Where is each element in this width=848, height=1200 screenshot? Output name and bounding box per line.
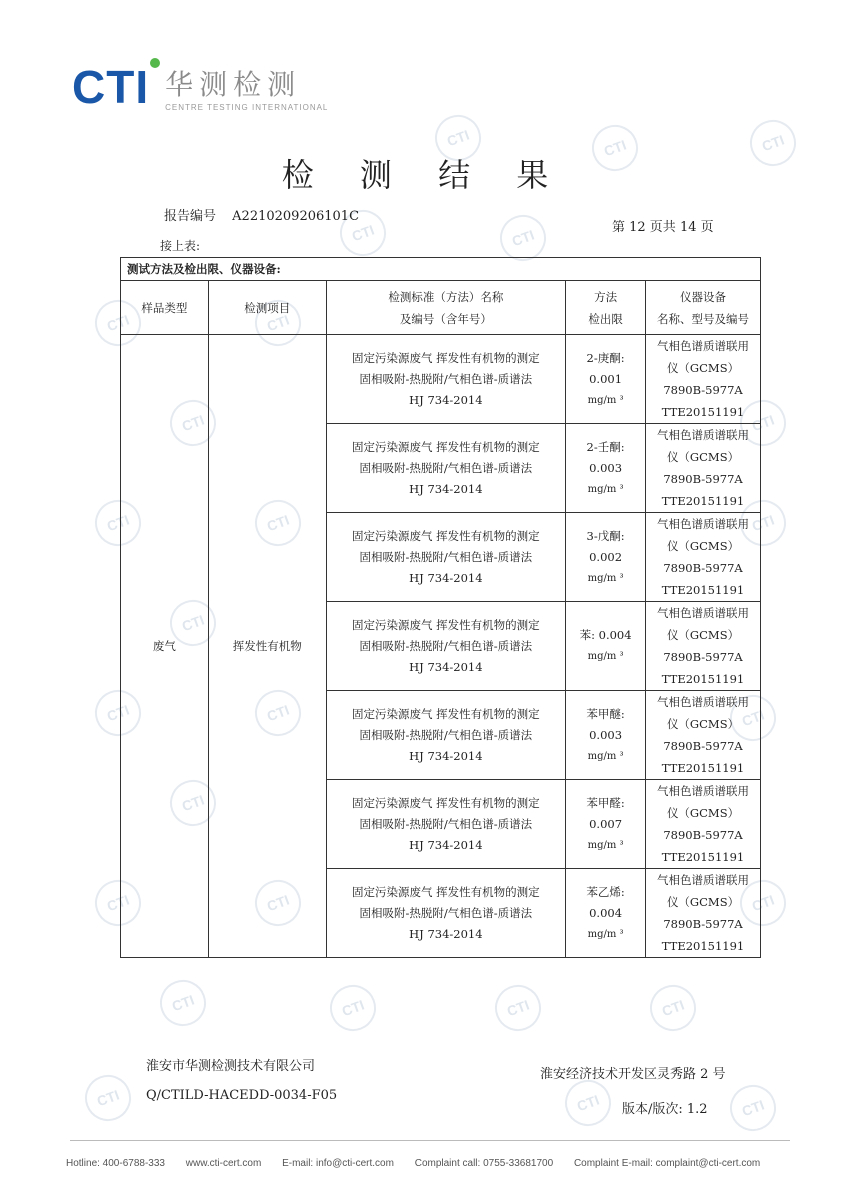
limit-compound: 2-庚酮: — [586, 350, 625, 365]
limit-compound: 3-戊酮: — [586, 528, 625, 543]
item-cell: 挥发性有机物 — [208, 335, 326, 958]
limit-cell — [566, 513, 646, 602]
limit-compound: 苯甲醚: — [586, 706, 625, 721]
standard-line: 固相吸附-热脱附/气相色谱-质谱法 — [359, 371, 533, 386]
standard-cell — [326, 691, 566, 780]
watermark-stamp: CTI — [154, 974, 213, 1033]
instrument-cell — [646, 780, 761, 869]
limit-unit: mg/m ³ — [587, 572, 624, 584]
limit-unit: mg/m ³ — [587, 483, 624, 495]
instrument-cell — [646, 691, 761, 780]
instrument-cell — [646, 335, 761, 424]
standard-code: HJ 734-2014 — [409, 659, 483, 674]
instrument-cell — [646, 513, 761, 602]
limit-value: 0.004 — [589, 905, 623, 920]
instrument-cell — [646, 424, 761, 513]
standard-code: HJ 734-2014 — [409, 570, 483, 585]
watermark-stamp: CTI — [89, 494, 148, 553]
standard-cell — [326, 335, 566, 424]
instrument-model: 7890B-5977A — [663, 472, 743, 486]
watermark-stamp: CTI — [79, 1069, 138, 1128]
instrument-cell — [646, 869, 761, 958]
logo-cn-name: 华测检测 — [165, 67, 302, 101]
header-instrument-line1: 仪器设备 — [680, 289, 727, 304]
watermark-stamp: CTI — [644, 979, 703, 1038]
watermark-stamp: CTI — [586, 119, 645, 178]
logo-dot-icon — [150, 58, 160, 68]
standard-line: 固相吸附-热脱附/气相色谱-质谱法 — [359, 727, 533, 742]
report-number — [164, 205, 359, 224]
section-title: 测试方法及检出限、仪器设备: — [121, 258, 761, 281]
instrument-name: 仪（GCMS） — [666, 539, 740, 553]
limit-cell — [566, 691, 646, 780]
limit-unit: mg/m ³ — [587, 839, 624, 851]
standard-line: 固定污染源废气 挥发性有机物的测定 — [352, 350, 540, 365]
limit-cell — [566, 335, 646, 424]
company-logo — [72, 60, 328, 114]
instrument-name: 仪（GCMS） — [666, 717, 740, 731]
limit-compound: 2-壬酮: — [586, 439, 625, 454]
watermark-stamp: CTI — [429, 109, 488, 168]
header-item: 检测项目 — [208, 281, 326, 335]
footer-web: www.cti-cert.com — [185, 1158, 262, 1169]
standard-line: 固相吸附-热脱附/气相色谱-质谱法 — [359, 816, 533, 831]
header-instrument — [646, 281, 761, 335]
watermark-stamp: CTI — [164, 774, 223, 833]
watermark-stamp: CTI — [734, 494, 793, 553]
standard-code: HJ 734-2014 — [409, 481, 483, 496]
standard-cell — [326, 602, 566, 691]
standard-line: 固相吸附-热脱附/气相色谱-质谱法 — [359, 549, 533, 564]
limit-compound: 苯: 0.004 — [579, 628, 632, 642]
instrument-name: 气相色谱质谱联用 — [657, 339, 750, 353]
instrument-name: 仪（GCMS） — [666, 450, 740, 464]
watermark-stamp: CTI — [89, 874, 148, 933]
logo-text — [165, 63, 328, 112]
standard-cell — [326, 869, 566, 958]
table-header-row — [121, 281, 761, 335]
limit-cell — [566, 869, 646, 958]
limit-value: 0.003 — [589, 727, 623, 742]
instrument-name: 气相色谱质谱联用 — [657, 606, 750, 620]
footer-divider — [70, 1140, 790, 1141]
sample-type-cell: 废气 — [121, 335, 209, 958]
company-address: 淮安经济技术开发区灵秀路 2 号 — [540, 1067, 726, 1082]
footer-complaint-email: Complaint E-mail: complaint@cti-cert.com — [573, 1158, 761, 1169]
standard-code: HJ 734-2014 — [409, 926, 483, 941]
limit-value: 0.003 — [589, 460, 623, 475]
report-number-value: A2210209206101C — [232, 209, 360, 224]
instrument-cell — [646, 602, 761, 691]
table-row — [121, 335, 761, 424]
page-title: 检 测 结 果 — [281, 156, 567, 194]
watermark-stamp: CTI — [249, 294, 308, 353]
watermark-stamp: CTI — [89, 684, 148, 743]
instrument-id: TTE20151191 — [661, 494, 745, 508]
standard-code: HJ 734-2014 — [409, 392, 483, 407]
standard-cell — [326, 780, 566, 869]
watermark-stamp: CTI — [164, 594, 223, 653]
page-number: 第 12 页共 14 页 — [612, 220, 714, 235]
watermark-stamp: CTI — [89, 294, 148, 353]
header-instrument-line2: 名称、型号及编号 — [657, 311, 750, 326]
limit-value: 0.007 — [589, 816, 623, 831]
instrument-id: TTE20151191 — [661, 405, 745, 419]
watermark-stamp: CTI — [249, 874, 308, 933]
standard-line: 固定污染源废气 挥发性有机物的测定 — [352, 439, 540, 454]
limit-value: 0.001 — [589, 371, 623, 386]
instrument-name: 气相色谱质谱联用 — [657, 695, 750, 709]
watermark-stamp: CTI — [724, 689, 783, 748]
report-number-label: 报告编号 — [164, 209, 217, 224]
watermark-stamp: CTI — [249, 684, 308, 743]
standard-line: 固定污染源废气 挥发性有机物的测定 — [352, 706, 540, 721]
standard-line: 固定污染源废气 挥发性有机物的测定 — [352, 617, 540, 632]
header-limit — [566, 281, 646, 335]
continued-label: 接上表: — [160, 239, 201, 253]
instrument-name: 气相色谱质谱联用 — [657, 517, 750, 531]
instrument-model: 7890B-5977A — [663, 739, 743, 753]
watermark-stamp: CTI — [734, 874, 793, 933]
header-limit-line2: 检出限 — [588, 311, 623, 326]
limit-compound: 苯乙烯: — [586, 884, 625, 899]
document-code: Q/CTILD-HACEDD-0034-F05 — [146, 1088, 338, 1103]
standard-line: 固相吸附-热脱附/气相色谱-质谱法 — [359, 638, 533, 653]
instrument-model: 7890B-5977A — [663, 828, 743, 842]
watermark-stamp: CTI — [164, 394, 223, 453]
watermark-stamp: CTI — [334, 204, 393, 263]
logo-en-name: CENTRE TESTING INTERNATIONAL — [165, 102, 329, 112]
header-standard — [326, 281, 566, 335]
instrument-model: 7890B-5977A — [663, 383, 743, 397]
instrument-name: 仪（GCMS） — [666, 628, 740, 642]
instrument-model: 7890B-5977A — [663, 650, 743, 664]
standard-code: HJ 734-2014 — [409, 837, 483, 852]
watermark-stamp: CTI — [324, 979, 383, 1038]
instrument-name: 仪（GCMS） — [666, 361, 740, 375]
footer-hotline: Hotline: 400-6788-333 — [66, 1158, 165, 1169]
watermark-stamp: CTI — [744, 114, 803, 173]
standard-line: 固相吸附-热脱附/气相色谱-质谱法 — [359, 460, 533, 475]
footer-complaint-call: Complaint call: 0755-33681700 — [414, 1158, 554, 1169]
limit-unit: mg/m ³ — [587, 651, 624, 662]
logo-brand: CTI — [72, 60, 149, 114]
company-name: 淮安市华测检测技术有限公司 — [146, 1059, 316, 1074]
standard-line: 固相吸附-热脱附/气相色谱-质谱法 — [359, 905, 533, 920]
instrument-name: 仪（GCMS） — [666, 895, 740, 909]
standard-line: 固定污染源废气 挥发性有机物的测定 — [352, 528, 540, 543]
instrument-id: TTE20151191 — [661, 672, 745, 686]
limit-unit: mg/m ³ — [587, 394, 624, 406]
limit-cell — [566, 424, 646, 513]
standard-cell — [326, 424, 566, 513]
limit-cell — [566, 602, 646, 691]
standard-cell — [326, 513, 566, 602]
watermark-stamp: CTI — [559, 1074, 618, 1133]
instrument-model: 7890B-5977A — [663, 561, 743, 575]
standard-line: 固定污染源废气 挥发性有机物的测定 — [352, 884, 540, 899]
watermark-stamp: CTI — [734, 394, 793, 453]
instrument-name: 气相色谱质谱联用 — [657, 873, 750, 887]
footer — [66, 1158, 778, 1169]
watermark-stamp: CTI — [494, 209, 553, 268]
instrument-id: TTE20151191 — [661, 761, 745, 775]
instrument-id: TTE20151191 — [661, 850, 745, 864]
footer-email: E-mail: info@cti-cert.com — [282, 1158, 394, 1169]
limit-unit: mg/m ³ — [587, 928, 624, 940]
header-standard-line2: 及编号（含年号） — [399, 311, 492, 326]
header-limit-line1: 方法 — [594, 289, 618, 304]
watermark-stamp: CTI — [249, 494, 308, 553]
header-sample-type: 样品类型 — [121, 281, 209, 335]
watermark-stamp: CTI — [724, 1079, 783, 1138]
limit-compound: 苯甲醛: — [586, 795, 625, 810]
standard-line: 固定污染源废气 挥发性有机物的测定 — [352, 795, 540, 810]
standard-code: HJ 734-2014 — [409, 748, 483, 763]
instrument-model: 7890B-5977A — [663, 917, 743, 931]
method-table — [120, 257, 761, 958]
limit-cell — [566, 780, 646, 869]
instrument-name: 气相色谱质谱联用 — [657, 784, 750, 798]
instrument-name: 仪（GCMS） — [666, 806, 740, 820]
limit-value: 0.002 — [589, 549, 623, 564]
version: 版本/版次: 1.2 — [622, 1102, 708, 1117]
instrument-id: TTE20151191 — [661, 939, 745, 953]
watermark-stamp: CTI — [489, 979, 548, 1038]
instrument-id: TTE20151191 — [661, 583, 745, 597]
header-standard-line1: 检测标准（方法）名称 — [388, 289, 504, 304]
instrument-name: 气相色谱质谱联用 — [657, 428, 750, 442]
limit-unit: mg/m ³ — [587, 750, 624, 762]
